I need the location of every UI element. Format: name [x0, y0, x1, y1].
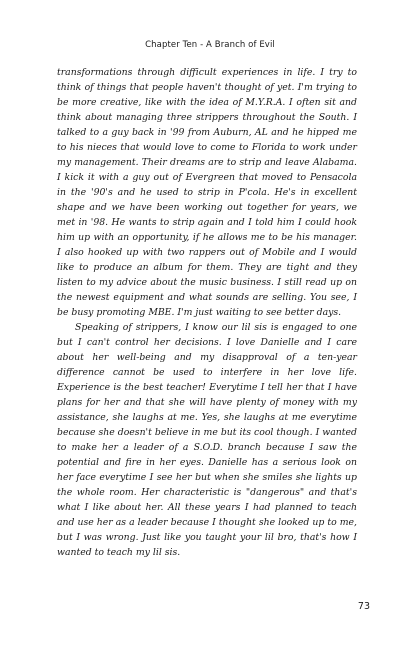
page-body — [57, 65, 357, 560]
paragraph: transformations through difficult experiences in life. I try to think of things that people haven't thought of yet. I'm trying to be more creative, like with the idea of M.Y.R.A. I often sit and think about managing three strippers throughout the South. I talked to a guy back in '99 from Auburn, AL and he hipped me to his nieces that would love to come to Florida to work under my management. Their dreams are to strip and leave Alabama. I kick it with a guy out of Evergreen that moved to Pensacola in the '90's and he used to strip in P'cola. He's in excellent shape and we have been working out together for years, we met in '98. He wants to strip again and I told him I could hook him up with an opportunity, if he allows me to be his manager. I also hooked up with two rappers out of Mobile and I would like to produce an album for them. They are tight and they listen to my advice about the music business. I still read up on the newest equipment and what sounds are selling. You see, I be busy promoting MBE. I'm just waiting to see better days. — [57, 67, 357, 318]
page-number: 73 — [357, 601, 370, 612]
chapter-header: Chapter Ten - A Branch of Evil — [145, 40, 275, 50]
paragraph: Speaking of strippers, I know our lil sis is engaged to one but I can't control her decisions. I love Danielle and I care about her well-being and my disapproval of a ten-year difference cannot be used to interfere in her love life. Experience is the best teacher! Everytime I tell her that I have plans for her and that she will have plenty of money with my assistance, she laughs at me. Yes, she laughs at me everytime because she doesn't believe in me but its cool though. I wanted to make her a leader of a S.O.D. branch because I saw the potential and fire in her eyes. Danielle has a serious look on her face everytime I see her but when she smiles she lights up the whole room. Her characteristic is "dangerous" and that's what I like about her. All these years I had planned to teach and use her as a leader because I thought she looked up to me, but I was wrong. Just like you taught your lil bro, that's how I wanted to teach my lil sis. — [57, 322, 357, 558]
